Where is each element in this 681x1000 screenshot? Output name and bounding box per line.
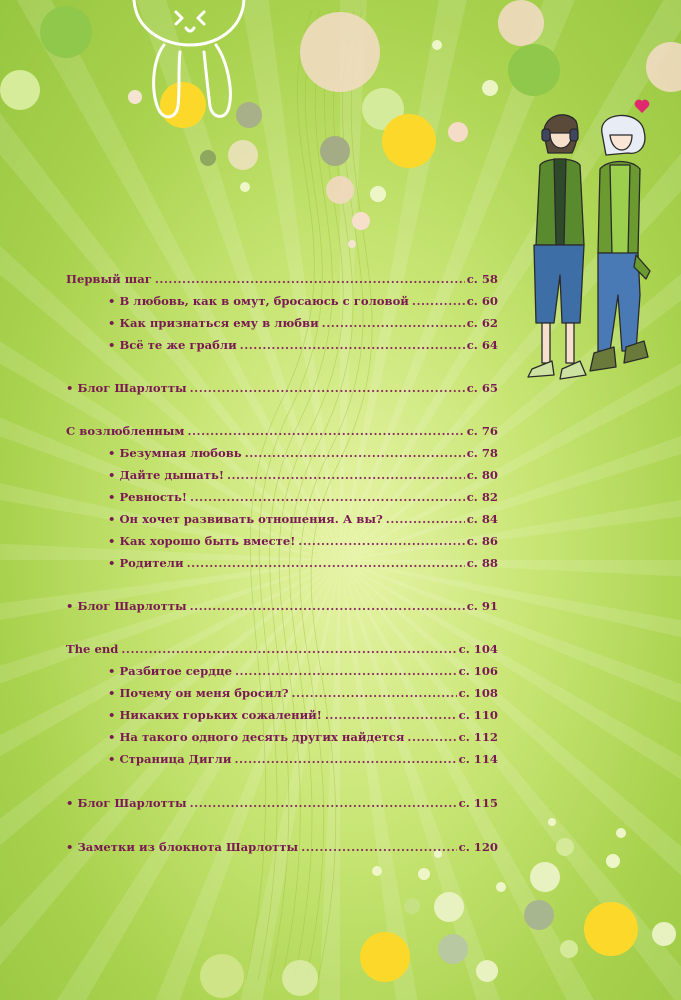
toc-subentry[interactable] bbox=[66, 512, 498, 534]
decor-dot bbox=[498, 0, 544, 46]
decor-dot bbox=[584, 902, 638, 956]
toc-entry-title: • На такого одного десять других найдется bbox=[108, 730, 405, 744]
dot-leader bbox=[245, 446, 465, 460]
decor-dot bbox=[434, 892, 464, 922]
decor-dot bbox=[200, 150, 216, 166]
dot-leader bbox=[234, 752, 456, 766]
decor-dot bbox=[320, 136, 350, 166]
decor-dot bbox=[548, 818, 556, 826]
toc-page-number: с. 64 bbox=[466, 338, 498, 352]
dot-leader bbox=[292, 686, 457, 700]
decor-dot bbox=[652, 922, 676, 946]
decor-dot bbox=[496, 882, 506, 892]
dot-leader bbox=[190, 599, 465, 613]
decor-dot bbox=[300, 12, 380, 92]
toc-entry-title: • Заметки из блокнота Шарлотты bbox=[66, 840, 299, 854]
decor-dot bbox=[200, 954, 244, 998]
toc-page-number: с. 91 bbox=[466, 599, 498, 613]
decor-dot bbox=[40, 6, 92, 58]
toc-page-number: с. 106 bbox=[458, 664, 498, 678]
two-girls-illustration bbox=[518, 95, 658, 395]
toc-entry-title: С возлюбленным bbox=[66, 424, 185, 438]
decor-dot bbox=[228, 140, 258, 170]
toc-page-number: с. 104 bbox=[458, 642, 498, 656]
toc-entry-title: • Никаких горьких сожалений! bbox=[108, 708, 322, 722]
dot-leader bbox=[325, 708, 457, 722]
toc-section-entry[interactable] bbox=[66, 840, 498, 862]
toc-page-number: с. 110 bbox=[458, 708, 498, 722]
toc-page-number: с. 78 bbox=[466, 446, 498, 460]
toc-subentry[interactable] bbox=[66, 446, 498, 468]
decor-dot bbox=[432, 40, 442, 50]
toc-section-entry[interactable] bbox=[66, 599, 498, 621]
toc-entry-title: • Ревность! bbox=[108, 490, 188, 504]
toc-page-number: с. 112 bbox=[458, 730, 498, 744]
toc-subentry[interactable] bbox=[66, 490, 498, 512]
toc-subentry[interactable] bbox=[66, 468, 498, 490]
decor-dot bbox=[448, 122, 468, 142]
toc-entry-title: • Почему он меня бросил? bbox=[108, 686, 289, 700]
dot-leader bbox=[121, 642, 456, 656]
toc-page-number: с. 86 bbox=[466, 534, 498, 548]
dot-leader bbox=[301, 840, 456, 854]
toc-entry-title: Первый шаг bbox=[66, 272, 152, 286]
toc-entry-title: • Безумная любовь bbox=[108, 446, 242, 460]
toc-page-number: с. 114 bbox=[458, 752, 498, 766]
toc-page-number: с. 62 bbox=[466, 316, 498, 330]
decor-dot bbox=[560, 940, 578, 958]
toc-entry-title: • В любовь, как в омут, бросаюсь с головой bbox=[108, 294, 409, 308]
decor-dot bbox=[0, 70, 40, 110]
toc-page-number: с. 108 bbox=[458, 686, 498, 700]
decor-dot bbox=[530, 862, 560, 892]
dot-leader bbox=[235, 664, 457, 678]
toc-subentry[interactable] bbox=[66, 664, 498, 686]
toc-subentry[interactable] bbox=[66, 708, 498, 730]
toc-page-number: с. 80 bbox=[466, 468, 498, 482]
decor-dot bbox=[508, 44, 560, 96]
dot-leader bbox=[240, 338, 465, 352]
toc-entry-title: • Дайте дышать! bbox=[108, 468, 224, 482]
toc-section-entry[interactable] bbox=[66, 424, 498, 446]
decor-dot bbox=[616, 828, 626, 838]
toc-entry-title: • Блог Шарлотты bbox=[66, 599, 187, 613]
decor-dot bbox=[352, 212, 370, 230]
decor-dot bbox=[404, 898, 420, 914]
toc-entry-title: • Всё те же грабли bbox=[108, 338, 237, 352]
dot-leader bbox=[190, 490, 465, 504]
toc-subentry[interactable] bbox=[66, 752, 498, 774]
bunny-doodle-icon bbox=[124, 0, 254, 120]
decor-dot bbox=[360, 932, 410, 982]
decor-dot bbox=[326, 176, 354, 204]
decor-dot bbox=[476, 960, 498, 982]
toc-spacer bbox=[66, 403, 498, 424]
decor-dot bbox=[372, 866, 382, 876]
toc-entry-title: • Он хочет развивать отношения. А вы? bbox=[108, 512, 383, 526]
toc-spacer bbox=[66, 578, 498, 599]
toc-section-entry[interactable] bbox=[66, 381, 498, 403]
toc-subentry[interactable] bbox=[66, 534, 498, 556]
dot-leader bbox=[412, 294, 465, 308]
toc-entry-title: • Как признаться ему в любви bbox=[108, 316, 319, 330]
toc-spacer bbox=[66, 818, 498, 840]
decor-dot bbox=[240, 182, 250, 192]
toc-subentry[interactable] bbox=[66, 686, 498, 708]
decor-dot bbox=[370, 186, 386, 202]
toc-entry-title: The end bbox=[66, 642, 119, 656]
decor-dot bbox=[382, 114, 436, 168]
decor-dot bbox=[282, 960, 318, 996]
decor-dot bbox=[348, 240, 356, 248]
dot-leader bbox=[298, 534, 464, 548]
toc-page-number: с. 76 bbox=[466, 424, 498, 438]
toc-subentry[interactable] bbox=[66, 556, 498, 578]
dot-leader bbox=[155, 272, 465, 286]
toc-subentry[interactable] bbox=[66, 316, 498, 338]
toc-spacer bbox=[66, 621, 498, 642]
dot-leader bbox=[386, 512, 465, 526]
toc-section-entry[interactable] bbox=[66, 796, 498, 818]
toc-page-number: с. 115 bbox=[458, 796, 498, 810]
toc-entry-title: • Разбитое сердце bbox=[108, 664, 232, 678]
toc-page-number: с. 82 bbox=[466, 490, 498, 504]
decor-dot bbox=[418, 868, 430, 880]
toc-entry-title: • Блог Шарлотты bbox=[66, 796, 187, 810]
dot-leader bbox=[407, 730, 456, 744]
decor-dot bbox=[606, 854, 620, 868]
dot-leader bbox=[187, 424, 464, 438]
decor-dot bbox=[438, 934, 468, 964]
dot-leader bbox=[227, 468, 465, 482]
toc-section-entry[interactable] bbox=[66, 272, 498, 294]
decor-dot bbox=[524, 900, 554, 930]
toc-subentry[interactable] bbox=[66, 338, 498, 360]
toc-entry-title: • Блог Шарлотты bbox=[66, 381, 187, 395]
toc-entry-title: • Страница Дигли bbox=[108, 752, 232, 766]
table-of-contents bbox=[66, 272, 498, 862]
toc-spacer bbox=[66, 774, 498, 796]
toc-page-number: с. 88 bbox=[466, 556, 498, 570]
toc-entry-title: • Родители bbox=[108, 556, 184, 570]
toc-spacer bbox=[66, 360, 498, 381]
dot-leader bbox=[190, 796, 457, 810]
toc-page-number: с. 120 bbox=[458, 840, 498, 854]
dot-leader bbox=[190, 381, 465, 395]
decor-dot bbox=[556, 838, 574, 856]
decor-dot bbox=[482, 80, 498, 96]
dot-leader bbox=[187, 556, 465, 570]
toc-section-entry[interactable] bbox=[66, 642, 498, 664]
toc-page-number: с. 58 bbox=[466, 272, 498, 286]
toc-page-number: с. 65 bbox=[466, 381, 498, 395]
dot-leader bbox=[322, 316, 465, 330]
toc-page-number: с. 84 bbox=[466, 512, 498, 526]
toc-subentry[interactable] bbox=[66, 294, 498, 316]
toc-subentry[interactable] bbox=[66, 730, 498, 752]
toc-entry-title: • Как хорошо быть вместе! bbox=[108, 534, 296, 548]
toc-page-number: с. 60 bbox=[466, 294, 498, 308]
